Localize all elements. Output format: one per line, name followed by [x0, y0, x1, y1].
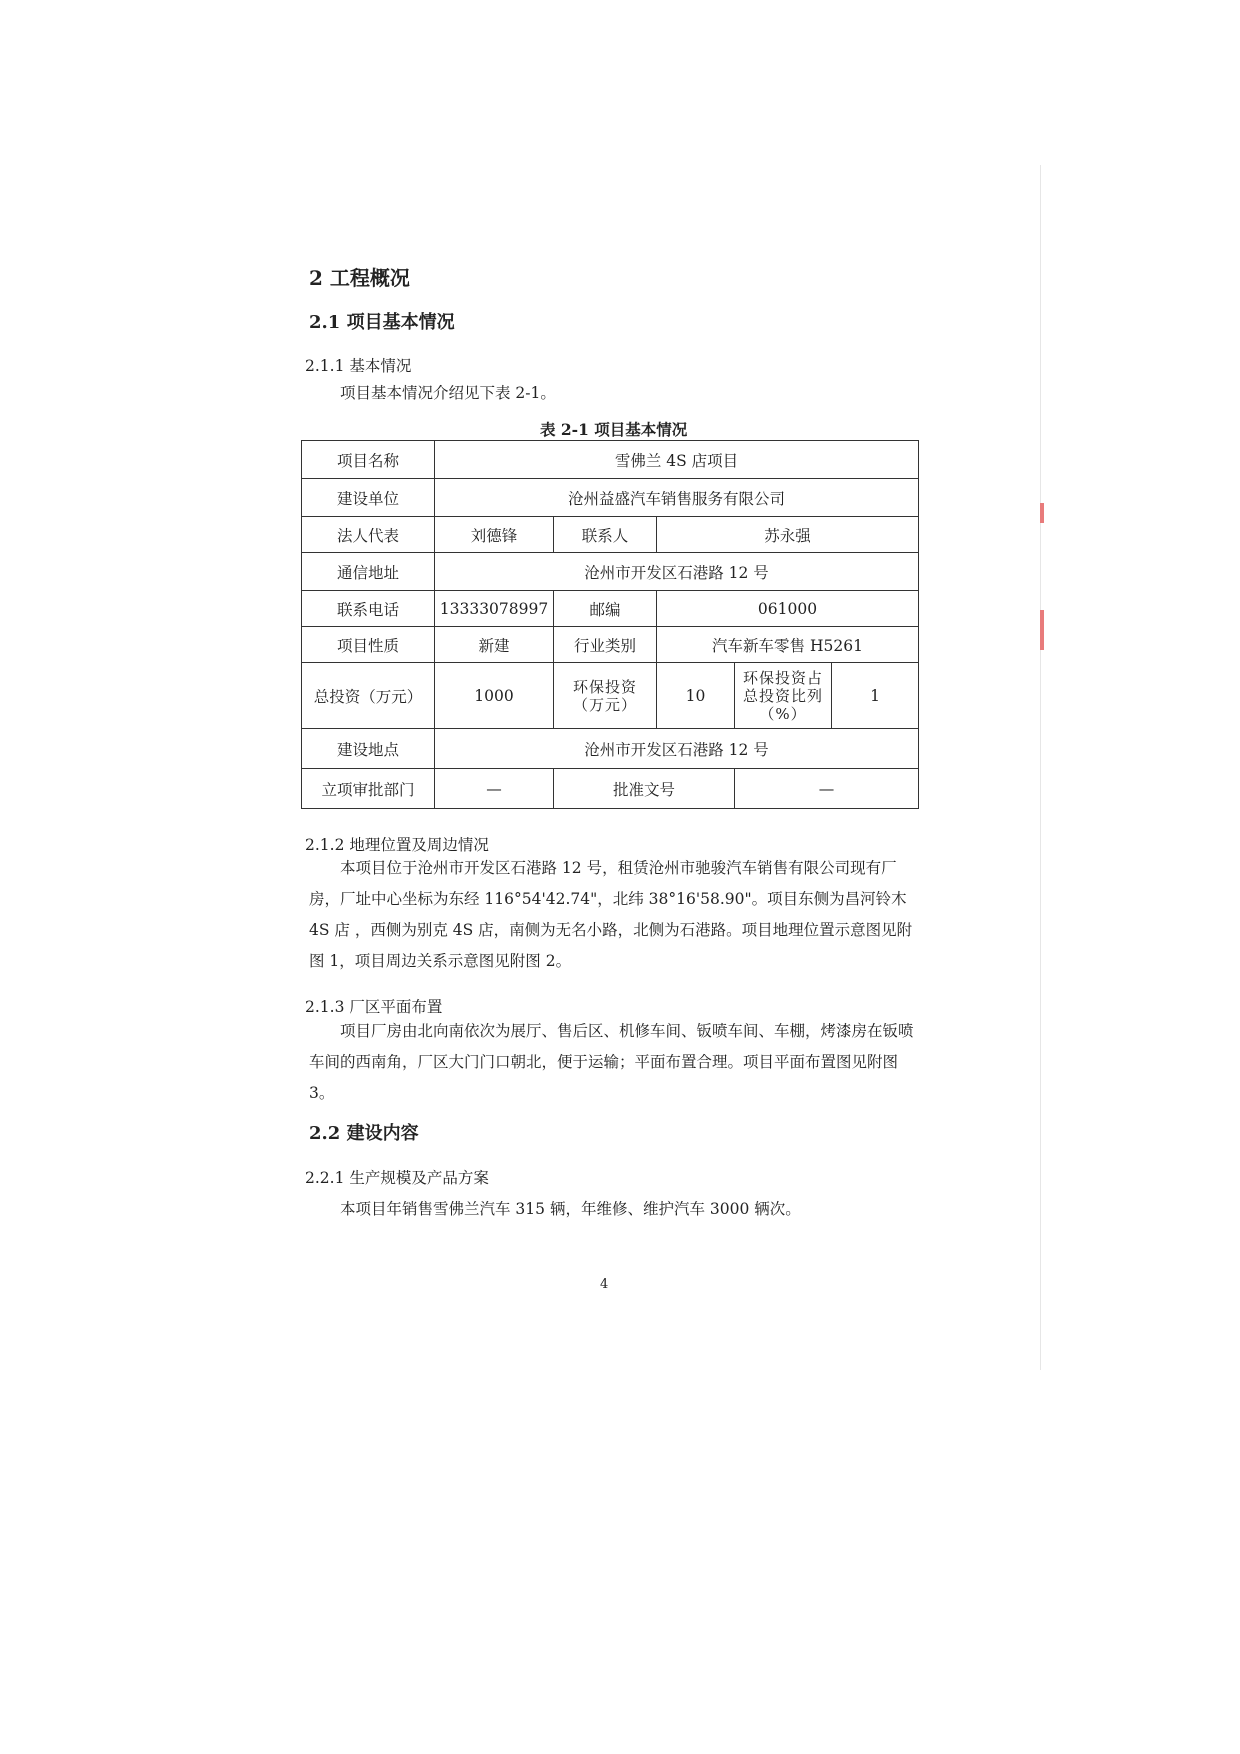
red-stamp-mark — [1040, 610, 1044, 650]
investment-value: 1000 — [435, 663, 554, 729]
table-intro-text: 项目基本情况介绍见下表 2-1。 — [340, 384, 556, 402]
project-name-value: 雪佛兰 4S 店项目 — [435, 441, 919, 479]
table-row — [302, 553, 919, 591]
investment-label: 总投资（万元） — [302, 663, 435, 729]
phone-label: 联系电话 — [302, 591, 435, 627]
approval-no-label: 批准文号 — [554, 769, 735, 809]
table-row — [302, 663, 919, 729]
nature-value: 新建 — [435, 627, 554, 663]
env-ratio-value: 1 — [832, 663, 919, 729]
env-investment-label: 环保投资（万元） — [554, 663, 657, 729]
table-row — [302, 729, 919, 769]
nature-label: 项目性质 — [302, 627, 435, 663]
section-2-2-heading: 2.2 建设内容 — [309, 1123, 419, 1144]
approval-no-value: — — [735, 769, 919, 809]
layout-paragraph: 项目厂房由北向南依次为展厅、售后区、机修车间、钣喷车间、车棚，烤漆房在钣喷车间的西南角，厂区大门门口朝北，便于运输；平面布置合理。项目平面布置图见附图 3。 — [309, 1022, 914, 1102]
industry-label: 行业类别 — [554, 627, 657, 663]
location-paragraph: 本项目位于沧州市开发区石港路 12 号，租赁沧州市驰骏汽车销售有限公司现有厂房，厂址中心坐标为东经 116°54'42.74"，北纬 38°16'58.90"。项目东侧为昌河铃木 4S 店 ，西侧为别克 4S 店，南侧为无名小路，北侧为石港路。项目地理位置示意图见附图 1，项目周边关系示意图见附图 2。 — [309, 859, 913, 970]
table-caption: 表 2-1 项目基本情况 — [540, 420, 688, 439]
env-investment-value: 10 — [657, 663, 735, 729]
address-value: 沧州市开发区石港路 12 号 — [435, 553, 919, 591]
table-row — [302, 591, 919, 627]
table-row — [302, 479, 919, 517]
contact-label: 联系人 — [554, 517, 657, 553]
phone-value: 13333078997 — [435, 591, 554, 627]
postcode-label: 邮编 — [554, 591, 657, 627]
project-info-table — [301, 440, 919, 809]
address-label: 通信地址 — [302, 553, 435, 591]
section-2-1-heading: 2.1 项目基本情况 — [309, 312, 455, 333]
industry-value: 汽车新车零售 H5261 — [657, 627, 919, 663]
table-row — [302, 517, 919, 553]
subsection-2-1-3-heading: 2.1.3 厂区平面布置 — [305, 998, 443, 1016]
chapter-heading: 2 工程概况 — [309, 266, 410, 290]
subsection-2-1-2-heading: 2.1.2 地理位置及周边情况 — [305, 836, 489, 854]
approval-dept-label: 立项审批部门 — [302, 769, 435, 809]
table-row — [302, 769, 919, 809]
builder-label: 建设单位 — [302, 479, 435, 517]
site-value: 沧州市开发区石港路 12 号 — [435, 729, 919, 769]
builder-value: 沧州益盛汽车销售服务有限公司 — [435, 479, 919, 517]
red-stamp-mark — [1040, 503, 1044, 523]
table-row — [302, 441, 919, 479]
table-row — [302, 627, 919, 663]
legal-rep-value: 刘德锋 — [435, 517, 554, 553]
env-ratio-label: 环保投资占总投资比列（%） — [735, 663, 832, 729]
subsection-2-1-1-heading: 2.1.1 基本情况 — [305, 357, 412, 375]
postcode-value: 061000 — [657, 591, 919, 627]
approval-dept-value: — — [435, 769, 554, 809]
page-number: 4 — [600, 1277, 609, 1292]
site-label: 建设地点 — [302, 729, 435, 769]
project-name-label: 项目名称 — [302, 441, 435, 479]
contact-value: 苏永强 — [657, 517, 919, 553]
scan-edge-line — [1040, 165, 1041, 1370]
legal-rep-label: 法人代表 — [302, 517, 435, 553]
scale-paragraph: 本项目年销售雪佛兰汽车 315 辆，年维修、维护汽车 3000 辆次。 — [340, 1200, 801, 1218]
subsection-2-2-1-heading: 2.2.1 生产规模及产品方案 — [305, 1169, 489, 1187]
